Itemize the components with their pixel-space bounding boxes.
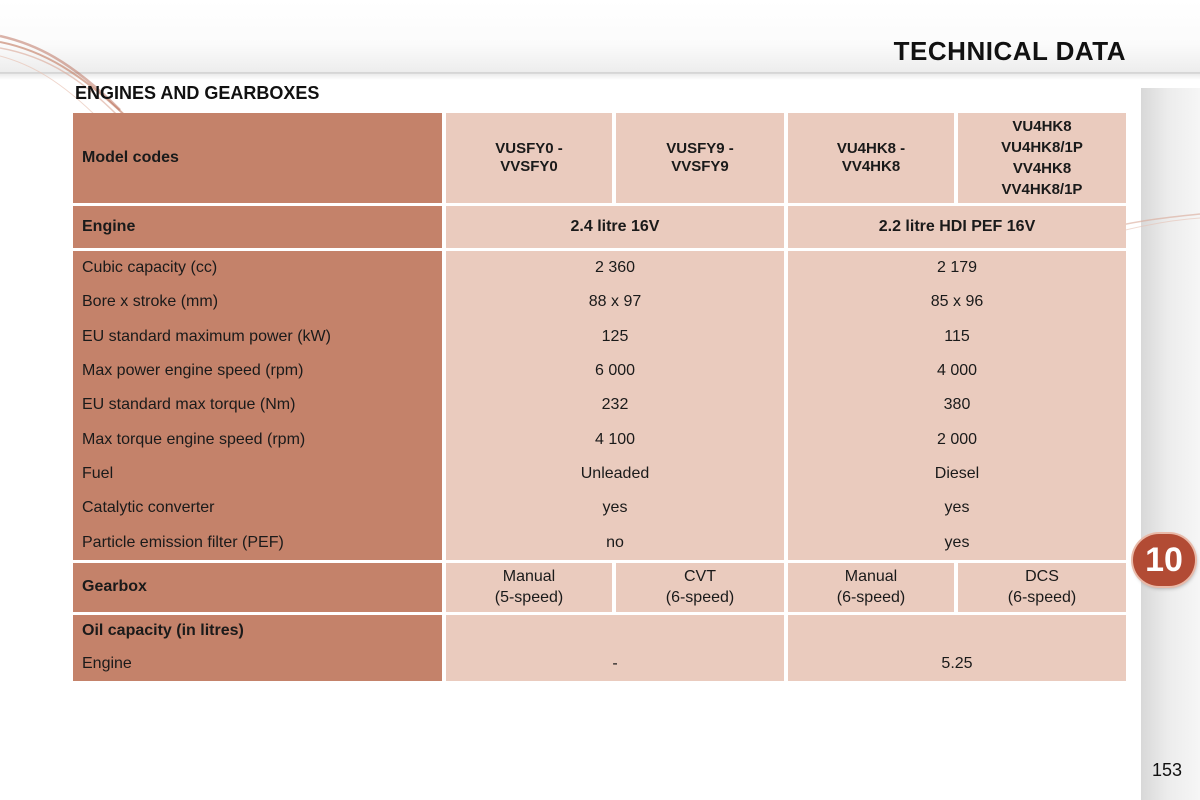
spec-value: 6 000 <box>594 362 636 380</box>
chapter-badge: 10 <box>1133 534 1195 586</box>
row-label: Model codes <box>73 113 442 203</box>
spec-value: 232 <box>601 396 629 414</box>
row-label: Engine <box>73 206 442 248</box>
spec-labels-column <box>73 251 442 560</box>
gearbox-row <box>73 563 1126 612</box>
engine-row <box>73 206 1126 248</box>
oil-value: - <box>612 655 618 673</box>
spec-value: Diesel <box>934 464 980 482</box>
page-title: TECHNICAL DATA <box>893 36 1126 66</box>
diesel-values-column <box>788 251 1126 560</box>
spec-value: 115 <box>944 327 970 345</box>
spec-label: Cubic capacity (cc) <box>82 259 218 277</box>
spec-value: Unleaded <box>580 464 650 482</box>
spec-value: 2 000 <box>936 430 978 448</box>
spec-value: 2 360 <box>594 259 636 277</box>
spec-label: EU standard max torque (Nm) <box>82 396 296 414</box>
model-codes-row <box>73 113 1126 203</box>
oil-capacity-label: Oil capacity (in litres) <box>82 622 244 640</box>
spec-value: 88 x 97 <box>588 293 642 311</box>
spec-label: Catalytic converter <box>82 499 215 517</box>
model-code-cell: VU4HK8 - VV4HK8 <box>788 113 954 203</box>
row-label: Gearbox <box>73 563 442 612</box>
spec-label: EU standard maximum power (kW) <box>82 327 331 345</box>
oil-engine-label: Engine <box>82 655 132 673</box>
spec-label: Bore x stroke (mm) <box>82 293 219 311</box>
section-title: ENGINES AND GEARBOXES <box>75 83 320 103</box>
chapter-sidebar <box>1141 88 1200 800</box>
oil-capacity-block <box>73 615 1126 681</box>
oil-spacer <box>788 615 1126 648</box>
model-code-cell: VU4HK8 VU4HK8/1P VV4HK8 VV4HK8/1P <box>958 113 1126 203</box>
model-code-cell: VUSFY0 - VVSFY0 <box>446 113 612 203</box>
spec-value: yes <box>602 499 628 517</box>
spec-value: yes <box>944 499 970 517</box>
oil-values-column <box>788 615 1126 681</box>
engines-gearboxes-table <box>73 113 1126 681</box>
spec-value: 380 <box>943 396 971 414</box>
spec-value: 125 <box>601 327 629 345</box>
oil-values-column <box>446 615 784 681</box>
spec-value: 4 000 <box>936 362 978 380</box>
spec-value: yes <box>944 533 970 551</box>
spec-label: Max torque engine speed (rpm) <box>82 430 306 448</box>
spec-value: 4 100 <box>594 430 636 448</box>
spec-value: 2 179 <box>936 259 978 277</box>
gearbox-cell: DCS (6-speed) <box>958 563 1126 612</box>
header-shadow <box>0 72 1200 80</box>
spec-label: Max power engine speed (rpm) <box>82 362 304 380</box>
spec-label: Particle emission filter (PEF) <box>82 533 284 551</box>
spec-value: no <box>606 533 624 551</box>
spec-label: Fuel <box>82 464 114 482</box>
oil-labels-column <box>73 615 442 681</box>
gearbox-cell: Manual (5-speed) <box>446 563 612 612</box>
petrol-values-column <box>446 251 784 560</box>
page-number: 153 <box>1152 760 1183 780</box>
spec-value: 85 x 96 <box>930 293 984 311</box>
engine-cell: 2.4 litre 16V <box>446 206 784 248</box>
gearbox-cell: CVT (6-speed) <box>616 563 784 612</box>
gearbox-cell: Manual (6-speed) <box>788 563 954 612</box>
spec-block <box>73 251 1126 560</box>
engine-cell: 2.2 litre HDI PEF 16V <box>788 206 1126 248</box>
oil-spacer <box>446 615 784 648</box>
oil-value: 5.25 <box>941 655 973 673</box>
model-code-cell: VUSFY9 - VVSFY9 <box>616 113 784 203</box>
